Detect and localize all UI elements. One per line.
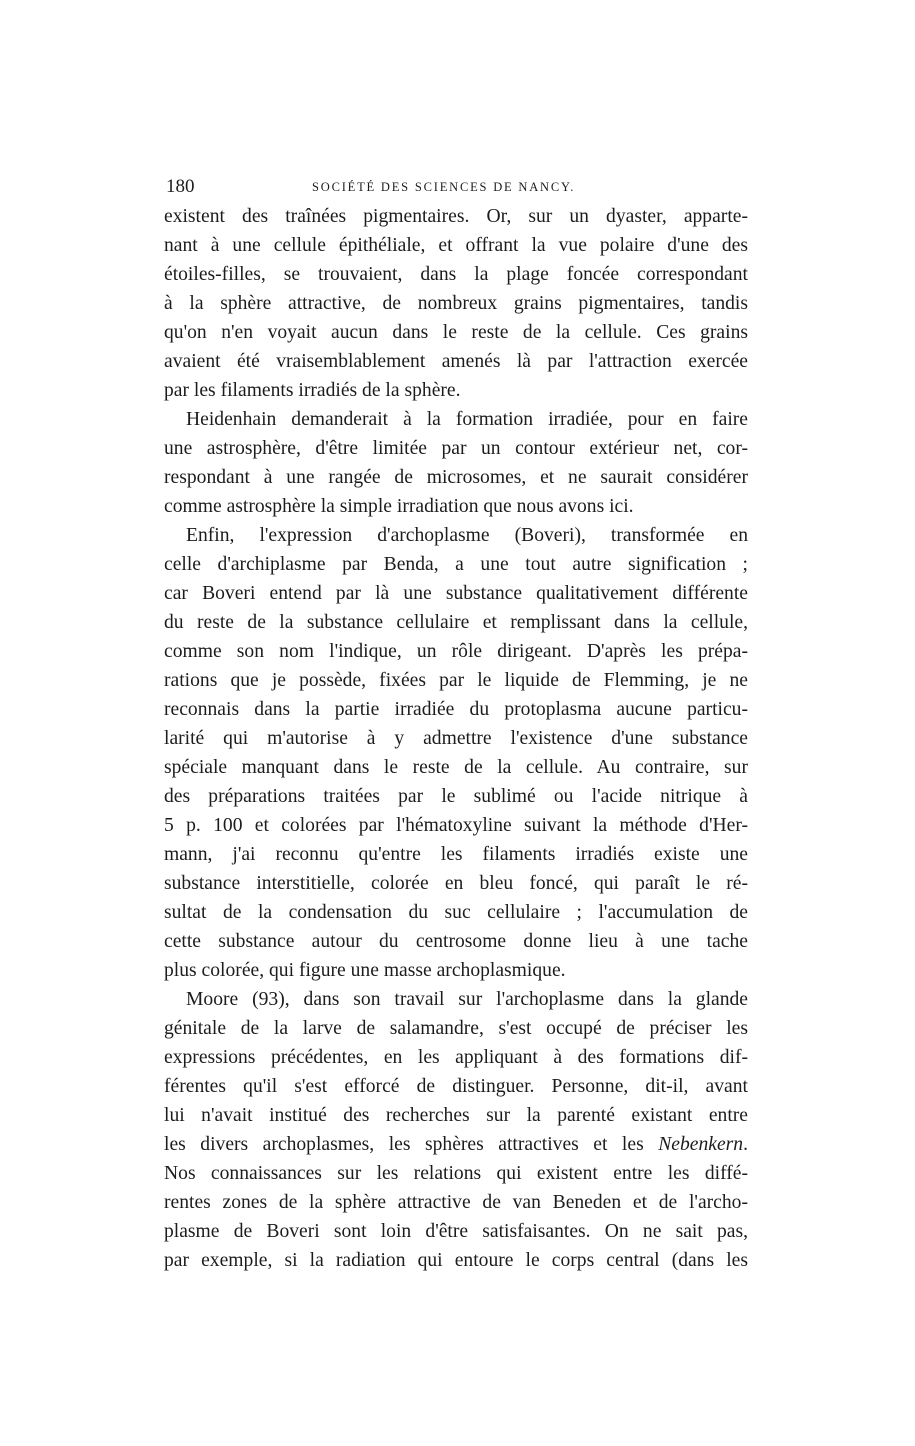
text-line: spéciale manquant dans le reste de la cellule. Au contraire, sur: [164, 757, 748, 778]
text-line: car Boveri entend par là une substance qualitativement différente: [164, 583, 748, 604]
text-line: les divers archoplasmes, les sphères attractives et les Nebenkern.: [164, 1134, 748, 1155]
text-line: cette substance autour du centrosome donne lieu à une tache: [164, 931, 748, 952]
text-line: du reste de la substance cellulaire et remplissant dans la cellule,: [164, 612, 748, 633]
paragraph: [164, 405, 748, 521]
paragraph: [164, 202, 748, 405]
page-header: [164, 172, 748, 202]
text-line: celle d'archiplasme par Benda, a une tout autre signification ;: [164, 554, 748, 575]
text-line: par les filaments irradiés de la sphère.: [164, 380, 461, 401]
text-line: férentes qu'il s'est efforcé de distinguer. Personne, dit-il, avant: [164, 1076, 748, 1097]
text-line: lui n'avait institué des recherches sur la parenté existant entre: [164, 1105, 748, 1126]
page-content: [164, 172, 748, 1275]
text-line: avaient été vraisemblablement amenés là par l'attraction exercée: [164, 351, 748, 372]
text-line: génitale de la larve de salamandre, s'est occupé de préciser les: [164, 1018, 748, 1039]
paragraph: [164, 985, 748, 1275]
text-line: plasme de Boveri sont loin d'être satisfaisantes. On ne sait pas,: [164, 1221, 748, 1242]
text-line: des préparations traitées par le sublimé ou l'acide nitrique à: [164, 786, 748, 807]
running-head: SOCIÉTÉ DES SCIENCES DE NANCY.: [312, 180, 576, 194]
text-line: Enfin, l'expression d'archoplasme (Boveri), transformée en: [186, 525, 748, 546]
text-line: expressions précédentes, en les appliquant à des formations dif-: [164, 1047, 748, 1068]
text-line: par exemple, si la radiation qui entoure le corps central (dans les: [164, 1250, 748, 1271]
text-line: 5 p. 100 et colorées par l'hématoxyline suivant la méthode d'Her-: [164, 815, 748, 836]
text-line: existent des traînées pigmentaires. Or, sur un dyaster, apparte-: [164, 206, 748, 227]
italic-term: Nebenkern: [658, 1134, 744, 1155]
text-line: mann, j'ai reconnu qu'entre les filaments irradiés existe une: [164, 844, 748, 865]
text-line: substance interstitielle, colorée en bleu foncé, qui paraît le ré-: [164, 873, 748, 894]
text-line: nant à une cellule épithéliale, et offrant la vue polaire d'une des: [164, 235, 748, 256]
text-line: qu'on n'en voyait aucun dans le reste de la cellule. Ces grains: [164, 322, 748, 343]
text-line: une astrosphère, d'être limitée par un contour extérieur net, cor-: [164, 438, 748, 459]
text-line: rentes zones de la sphère attractive de van Beneden et de l'archo-: [164, 1192, 748, 1213]
paragraph: [164, 521, 748, 985]
text-line: larité qui m'autorise à y admettre l'existence d'une substance: [164, 728, 748, 749]
text-line: rations que je possède, fixées par le liquide de Flemming, je ne: [164, 670, 748, 691]
text-line: étoiles-filles, se trouvaient, dans la plage foncée correspondant: [164, 264, 748, 285]
text-line: à la sphère attractive, de nombreux grains pigmentaires, tandis: [164, 293, 748, 314]
text-line: comme son nom l'indique, un rôle dirigeant. D'après les prépa-: [164, 641, 748, 662]
body-text: [164, 202, 748, 1275]
text-line: comme astrosphère la simple irradiation que nous avons ici.: [164, 496, 634, 517]
text-line: Heidenhain demanderait à la formation irradiée, pour en faire: [186, 409, 748, 430]
page-number: 180: [166, 176, 195, 197]
text-line: sultat de la condensation du suc cellulaire ; l'accumulation de: [164, 902, 748, 923]
text-line: Nos connaissances sur les relations qui existent entre les diffé-: [164, 1163, 748, 1184]
text-line: plus colorée, qui figure une masse archoplasmique.: [164, 960, 566, 981]
text-line: respondant à une rangée de microsomes, et ne saurait considérer: [164, 467, 748, 488]
text-line: Moore (93), dans son travail sur l'archoplasme dans la glande: [186, 989, 748, 1010]
text-line: reconnais dans la partie irradiée du protoplasma aucune particu-: [164, 699, 748, 720]
